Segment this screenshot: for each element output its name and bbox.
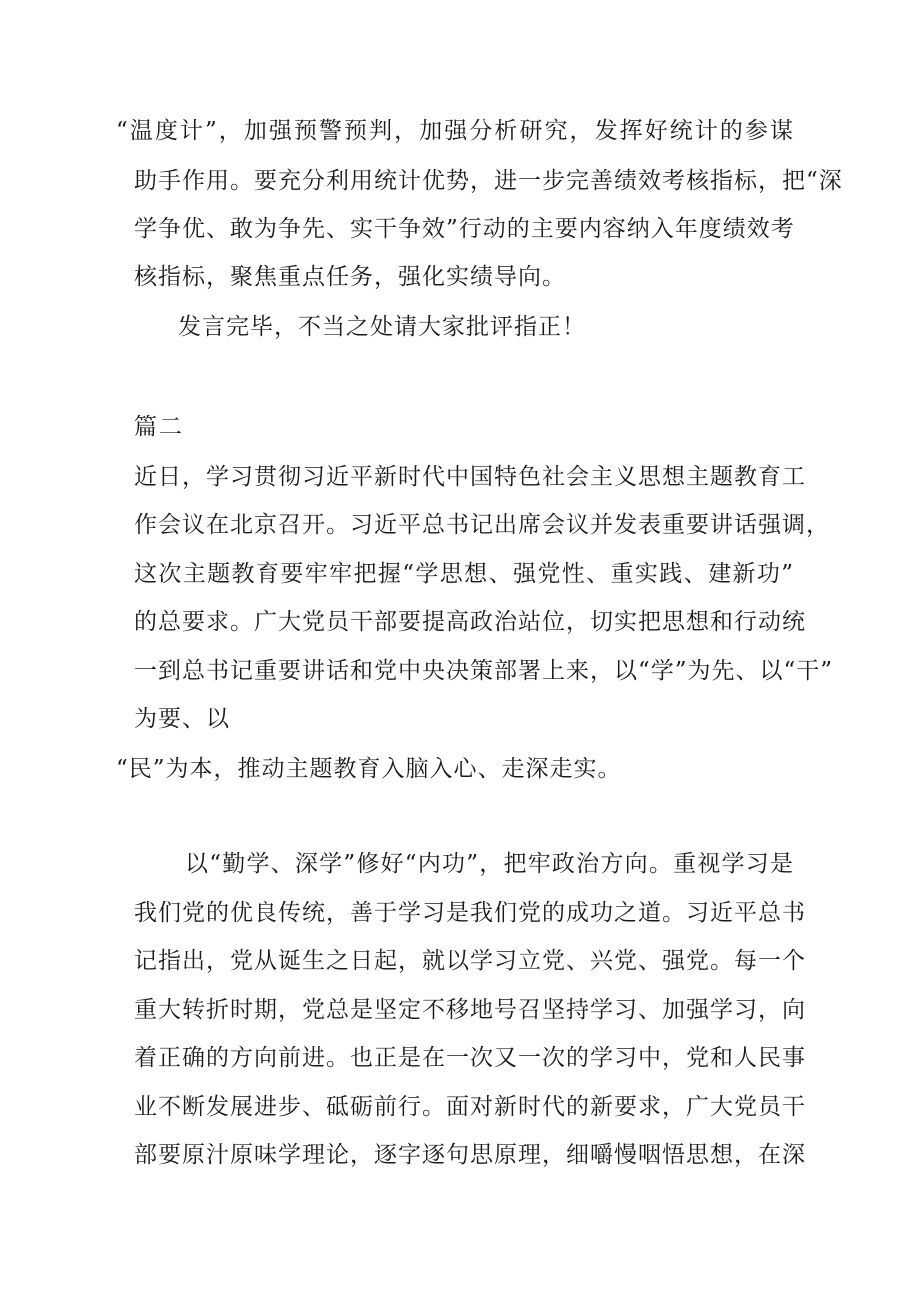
paragraph-line: 为要、以 — [134, 706, 230, 732]
paragraph-line: 业不断发展进步、砥砺前行。面对新时代的新要求，广大党员干 — [134, 1094, 806, 1120]
paragraph-line: 这次主题教育要牢牢把握“学思想、强党性、重实践、建新功” — [134, 561, 794, 587]
paragraph-line: 作会议在北京召开。习近平总书记出席会议并发表重要讲话强调， — [134, 512, 830, 538]
closing-remark: 发言完毕，不当之处请大家批评指正！ — [178, 314, 586, 340]
section-heading: 篇二 — [134, 414, 184, 440]
paragraph-line: 的总要求。广大党员干部要提高政治站位，切实把思想和行动统 — [134, 609, 806, 635]
paragraph-line: 记指出，党从诞生之日起，就以学习立党、兴党、强党。每一个 — [134, 948, 806, 974]
paragraph-line: 学争优、敢为争先、实干争效”行动的主要内容纳入年度绩效考 — [134, 216, 795, 242]
paragraph-line: “温度计”，加强预警预判，加强分析研究，发挥好统计的参谋 — [116, 118, 794, 144]
paragraph-line: 以“勤学、深学”修好“内功”，把牢政治方向。重视学习是 — [185, 851, 794, 877]
paragraph-line: 助手作用。要充分利用统计优势，进一步完善绩效考核指标，把“深 — [134, 168, 843, 194]
paragraph-line: 重大转折时期，党总是坚定不移地号召坚持学习、加强学习，向 — [134, 997, 806, 1023]
paragraph-line: 着正确的方向前进。也正是在一次又一次的学习中，党和人民事 — [134, 1045, 806, 1071]
paragraph-line: 我们党的优良传统，善于学习是我们党的成功之道。习近平总书 — [134, 900, 806, 926]
paragraph-line: “民”为本，推动主题教育入脑入心、走深走实。 — [116, 756, 622, 782]
paragraph-line: 部要原汁原味学理论，逐字逐句思原理，细嚼慢咽悟思想，在深 — [134, 1142, 806, 1168]
paragraph-line: 核指标，聚焦重点任务，强化实绩导向。 — [134, 264, 566, 290]
paragraph-line: 近日，学习贯彻习近平新时代中国特色社会主义思想主题教育工 — [134, 464, 806, 490]
paragraph-line: 一到总书记重要讲话和党中央决策部署上来，以“学”为先、以“干” — [134, 658, 834, 684]
